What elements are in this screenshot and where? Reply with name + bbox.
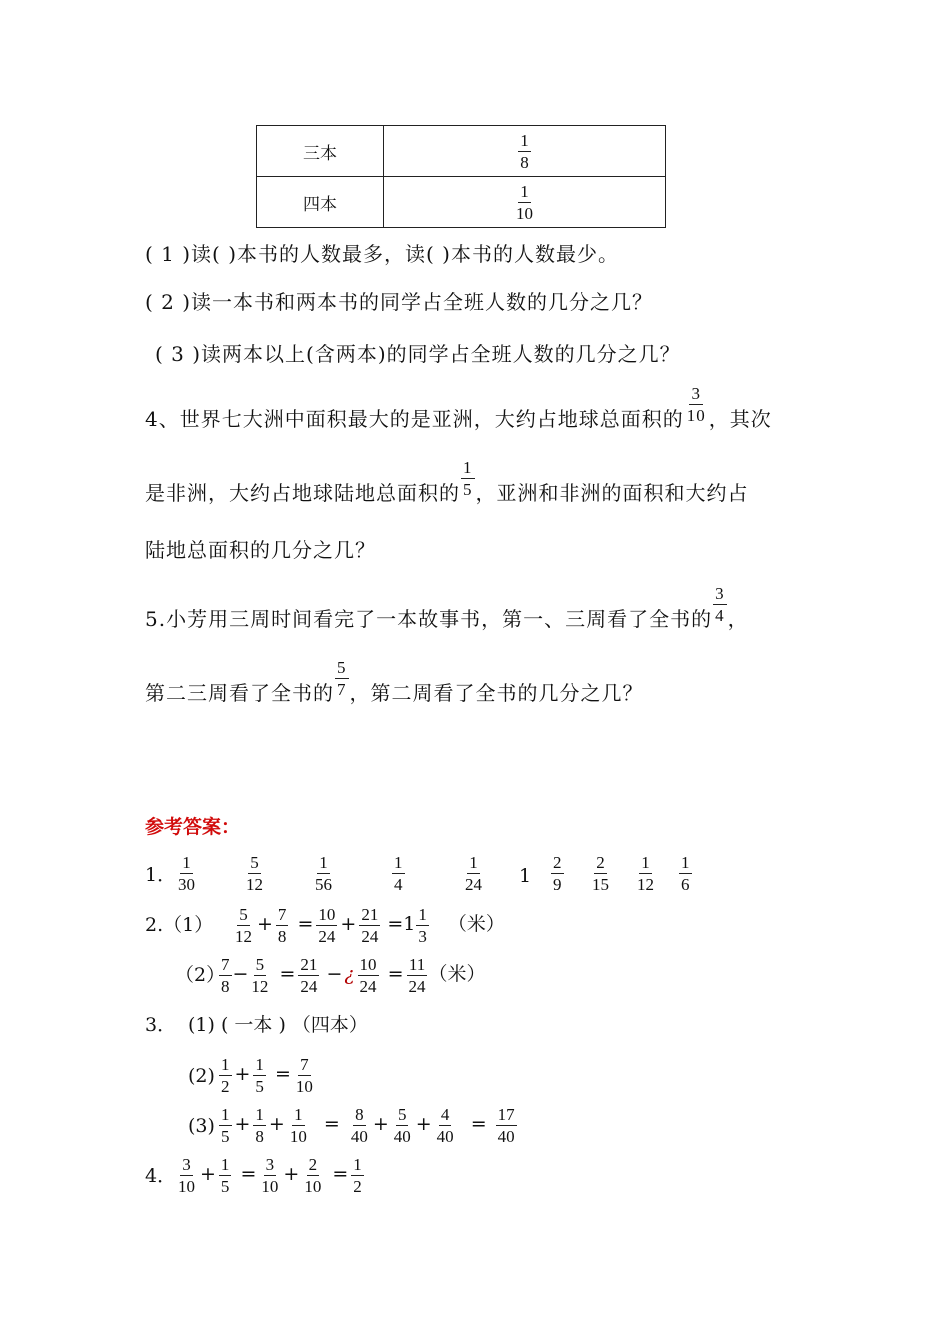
fraction: $\frac{21}{24}$ [300, 954, 318, 996]
answers-heading: 参考答案： [145, 816, 241, 838]
table-row [257, 177, 666, 228]
answer-3-2-label: (2) [188, 1065, 215, 1087]
fraction: $\frac{8}{40}$ [350, 1104, 368, 1146]
fraction: $\frac{1}{3}$ [418, 904, 427, 946]
fraction: $\frac{3}{10}$ [686, 384, 706, 425]
question-5-line-1: 5.小芳用三周时间看完了一本故事书，第一、三周看了全书的 $\frac{3}{4}$ ， [145, 584, 749, 631]
answer-2-1-expression: $\frac{5}{12}$ + $\frac{7}{8}$ = $\frac{10}{24}$ + $\frac{21}{24}$ =1 $\frac{1}{3}$ （米） [235, 904, 505, 946]
row-label: 四本 [257, 177, 384, 228]
answer-3-label: 3． [145, 1014, 177, 1036]
fraction: $\frac{5}{12}$ [251, 954, 269, 996]
fraction: $\frac{2}{15}$ [592, 853, 609, 894]
fraction: $\frac{3}{10}$ [178, 1154, 195, 1196]
fraction: $\frac{10}{24}$ [318, 904, 336, 946]
fraction: $\frac{1}{5}$ [255, 1054, 264, 1096]
fraction: $\frac{2}{10}$ [304, 1154, 322, 1196]
answer-1-label: 1． [145, 864, 177, 886]
fraction: $\frac{7}{8}$ [221, 954, 230, 996]
fraction: $\frac{5}{7}$ [337, 658, 347, 699]
fraction: $\frac{7}{8}$ [277, 904, 287, 946]
fraction: $\frac{5}{12}$ [235, 904, 252, 946]
table-row [257, 126, 666, 177]
whole-number: 1 [519, 865, 532, 887]
fraction: $\frac{1}{56}$ [315, 853, 332, 894]
fraction: $\frac{5}{12}$ [246, 853, 263, 894]
answer-2-2-label: （2） [175, 964, 226, 986]
fraction: $\frac{1}{24}$ [465, 853, 482, 894]
fraction: $\frac{7}{10}$ [295, 1054, 313, 1096]
fraction: $\frac{17}{40}$ [497, 1104, 515, 1146]
question-3-3: ( 3 )读两本以上(含两本)的同学占全班人数的几分之几？ [155, 342, 681, 366]
answer-3-3-expression: $\frac{1}{5}$ + $\frac{1}{8}$ + $\frac{1}{10}$ = $\frac{8}{40}$ + $\frac{5}{40}$ + $\frac{4}{40}$ = $\frac{17}{40}$ [221, 1104, 515, 1146]
fraction: $\frac{11}{24}$ [408, 954, 426, 996]
question-4-line-1: 4、世界七大洲中面积最大的是亚洲，大约占地球总面积的 $\frac{3}{10}$ ，其次 [145, 384, 772, 431]
fraction: $\frac{4}{40}$ [436, 1104, 454, 1146]
answer-3-2-expression: $\frac{1}{2}$ + $\frac{1}{5}$ = $\frac{7}{10}$ [221, 1054, 313, 1096]
fraction: $\frac{1}{30}$ [178, 853, 195, 894]
fraction: $\frac{1}{10}$ [289, 1104, 307, 1146]
fraction: $\frac{10}{24}$ [359, 954, 377, 996]
answer-4-expression: $\frac{3}{10}$ + $\frac{1}{5}$ = $\frac{3}{10}$ + $\frac{2}{10}$ = $\frac{1}{2}$ [178, 1154, 362, 1196]
fraction: $\frac{1}{2}$ [221, 1054, 230, 1096]
fraction: $\frac{21}{24}$ [361, 904, 379, 946]
fraction: $\frac{1}{12}$ [637, 853, 654, 894]
fraction: $\frac{1}{10}$ [516, 181, 533, 223]
fraction: $\frac{1}{2}$ [353, 1154, 362, 1196]
fraction: $\frac{1}{8}$ [255, 1104, 264, 1146]
fraction: $\frac{2}{9}$ [553, 853, 562, 894]
question-5-line-2: 第二三周看了全书的 $\frac{5}{7}$ ，第二周看了全书的几分之几？ [145, 658, 644, 705]
answer-4-label: 4． [145, 1165, 177, 1187]
question-3-1: ( 1 )读( )本书的人数最多，读( )本书的人数最少。 [145, 242, 619, 266]
answer-3-3-label: (3) [188, 1115, 215, 1137]
fraction: $\frac{1}{5}$ [220, 1154, 230, 1196]
row-label: 三本 [257, 126, 384, 177]
answer-2-2-expression: $\frac{7}{8}$ − $\frac{5}{12}$ = $\frac{21}{24}$ − ¿ $\frac{10}{24}$ = $\frac{11}{24}$ （米） [221, 954, 486, 996]
fraction: $\frac{1}{5}$ [463, 458, 473, 499]
row-fraction [384, 126, 666, 177]
question-3-2: ( 2 )读一本书和两本书的同学占全班人数的几分之几？ [145, 290, 654, 314]
answer-3-1: (1) ( 一本 ) （四本） [188, 1014, 368, 1036]
question-4-line-2: 是非洲，大约占地球陆地总面积的 $\frac{1}{5}$ ，亚洲和非洲的面积和大约占 [145, 458, 749, 505]
row-fraction [384, 177, 666, 228]
fraction: $\frac{3}{10}$ [261, 1154, 279, 1196]
fraction: $\frac{3}{4}$ [715, 584, 725, 625]
reading-table [256, 125, 666, 228]
fraction: $\frac{1}{6}$ [681, 853, 690, 894]
answer-2-label: 2.（1） [145, 914, 214, 936]
fraction: $\frac{1}{4}$ [394, 853, 403, 894]
fraction: $\frac{1}{5}$ [221, 1104, 230, 1146]
question-4-line-3: 陆地总面积的几分之几？ [145, 538, 376, 562]
fraction: $\frac{1}{8}$ [520, 130, 529, 172]
fraction: $\frac{5}{40}$ [393, 1104, 411, 1146]
